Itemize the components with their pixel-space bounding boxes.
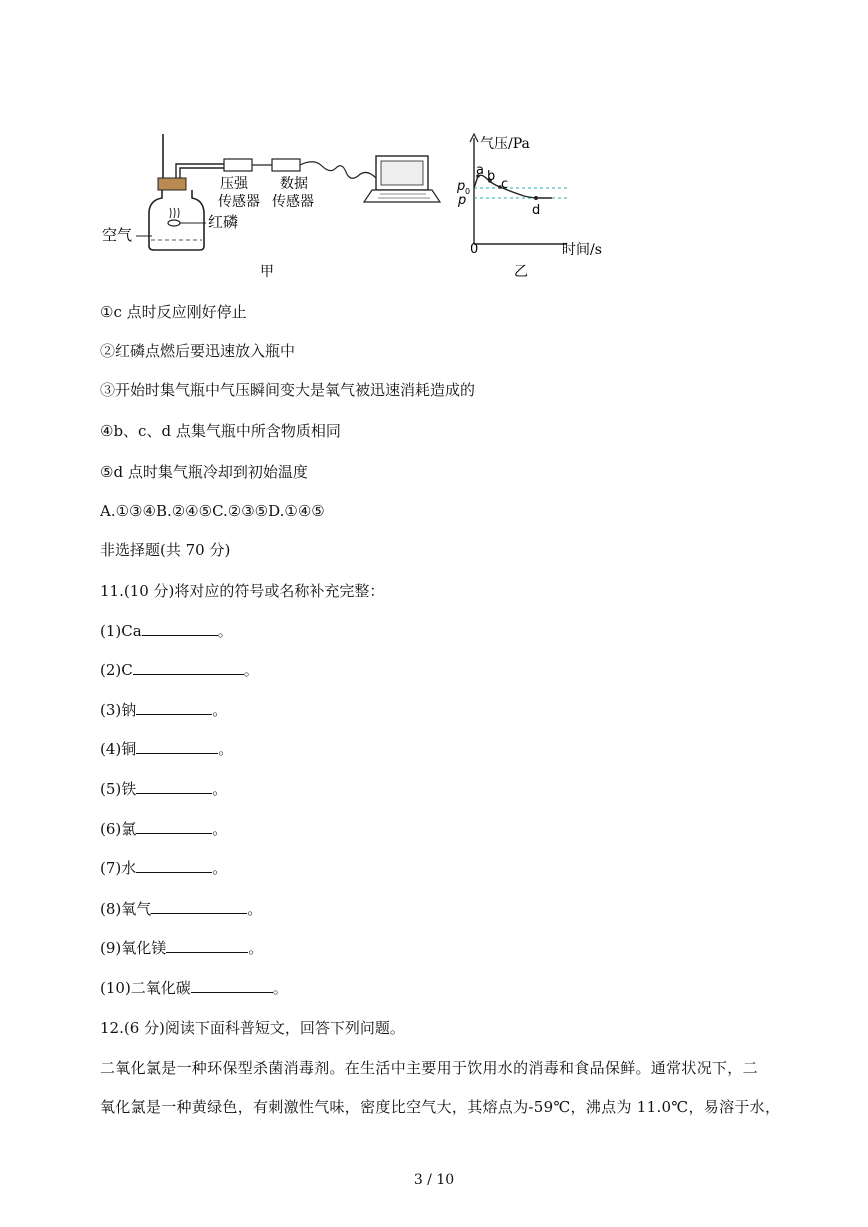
q11-item-1: (1)Ca 。 — [100, 622, 233, 640]
answer-blank-6[interactable] — [136, 819, 212, 834]
q11-item-10: (10)二氧化碳 。 — [100, 979, 288, 997]
answer-blank-9[interactable] — [166, 938, 248, 953]
q11-item-5: (5)铁 。 — [100, 780, 228, 798]
pressure-sensor-label-2: 传感器 — [218, 194, 260, 210]
pressure-graph — [456, 134, 602, 280]
flame-icon — [170, 208, 179, 218]
experiment-figure — [96, 128, 636, 288]
stopper — [158, 178, 186, 190]
data-sensor-label-1: 数据 — [280, 176, 308, 192]
p0-subscript: 0 — [465, 187, 471, 196]
cable — [300, 162, 376, 179]
q11-item-8: (8)氧气 。 — [100, 900, 263, 918]
pressure-sensor-box — [224, 159, 252, 171]
q12-paragraph-line-2: 氧化氯是一种黄绿色，有刺激性气味，密度比空气大，其熔点为-59℃，沸点为 11.0℃，易溶于水， — [100, 1098, 781, 1116]
page-number: 3 / 10 — [413, 1172, 455, 1188]
q11-item-4: (4)铜 。 — [100, 740, 234, 758]
answer-blank-2[interactable] — [133, 660, 244, 675]
apparatus-diagram — [102, 134, 440, 280]
answer-choices: A.①③④B.②④⑤C.②③⑤D.①④⑤ — [100, 502, 325, 520]
point-a-label: a — [476, 163, 484, 178]
connecting-tube — [176, 164, 224, 178]
section-title: 非选择题(共 70 分) — [100, 541, 231, 559]
q11-stem: 11.(10 分)将对应的符号或名称补充完整： — [100, 582, 385, 600]
point-d-marker — [534, 196, 538, 200]
y-axis-label: 气压/Pa — [480, 136, 530, 152]
q11-item-2: (2)C 。 — [100, 661, 259, 679]
data-sensor-box — [272, 159, 300, 171]
data-sensor-label-2: 传感器 — [272, 194, 314, 210]
left-caption: 甲 — [260, 264, 274, 280]
answer-blank-5[interactable] — [136, 779, 212, 794]
answer-blank-8[interactable] — [151, 899, 247, 914]
answer-blank-7[interactable] — [136, 858, 212, 873]
pressure-curve — [474, 175, 552, 198]
laptop-icon — [364, 156, 440, 202]
q11-item-9: (9)氧化镁 。 — [100, 939, 264, 957]
x-axis-label: 时间/s — [562, 242, 602, 258]
option-1: ①c 点时反应刚好停止 — [100, 303, 247, 321]
q12-stem: 12.(6 分)阅读下面科普短文，回答下列问题。 — [100, 1019, 405, 1037]
pressure-sensor-label-1: 压强 — [220, 176, 248, 192]
option-5: ⑤d 点时集气瓶冷却到初始温度 — [100, 463, 308, 481]
red-phosphorus-label: 红磷 — [208, 213, 239, 231]
right-caption: 乙 — [514, 264, 528, 280]
q12-paragraph-line-1: 二氧化氯是一种环保型杀菌消毒剂。在生活中主要用于饮用水的消毒和食品保鲜。通常状况下，二 — [100, 1059, 758, 1077]
option-2: ②红磷点燃后要迅速放入瓶中 — [100, 342, 296, 360]
air-label: 空气 — [102, 226, 133, 244]
p-label: p — [458, 193, 467, 208]
q11-item-7: (7)水 。 — [100, 859, 228, 877]
option-3: ③开始时集气瓶中气压瞬间变大是氧气被迅速消耗造成的 — [100, 381, 476, 399]
answer-blank-10[interactable] — [191, 978, 273, 993]
q11-item-3: (3)钠 。 — [100, 701, 228, 719]
q11-item-6: (6)氯 。 — [100, 820, 228, 838]
point-d-label: d — [532, 203, 541, 218]
answer-blank-1[interactable] — [142, 621, 218, 636]
point-c-label: c — [501, 177, 509, 192]
origin-label: 0 — [470, 242, 479, 257]
point-b-label: b — [487, 169, 496, 184]
answer-blank-4[interactable] — [136, 739, 218, 754]
p0-label: p — [457, 179, 466, 194]
answer-blank-3[interactable] — [136, 700, 212, 715]
combustion-spoon — [168, 220, 180, 226]
option-4: ④b、c、d 点集气瓶中所含物质相同 — [100, 422, 341, 440]
